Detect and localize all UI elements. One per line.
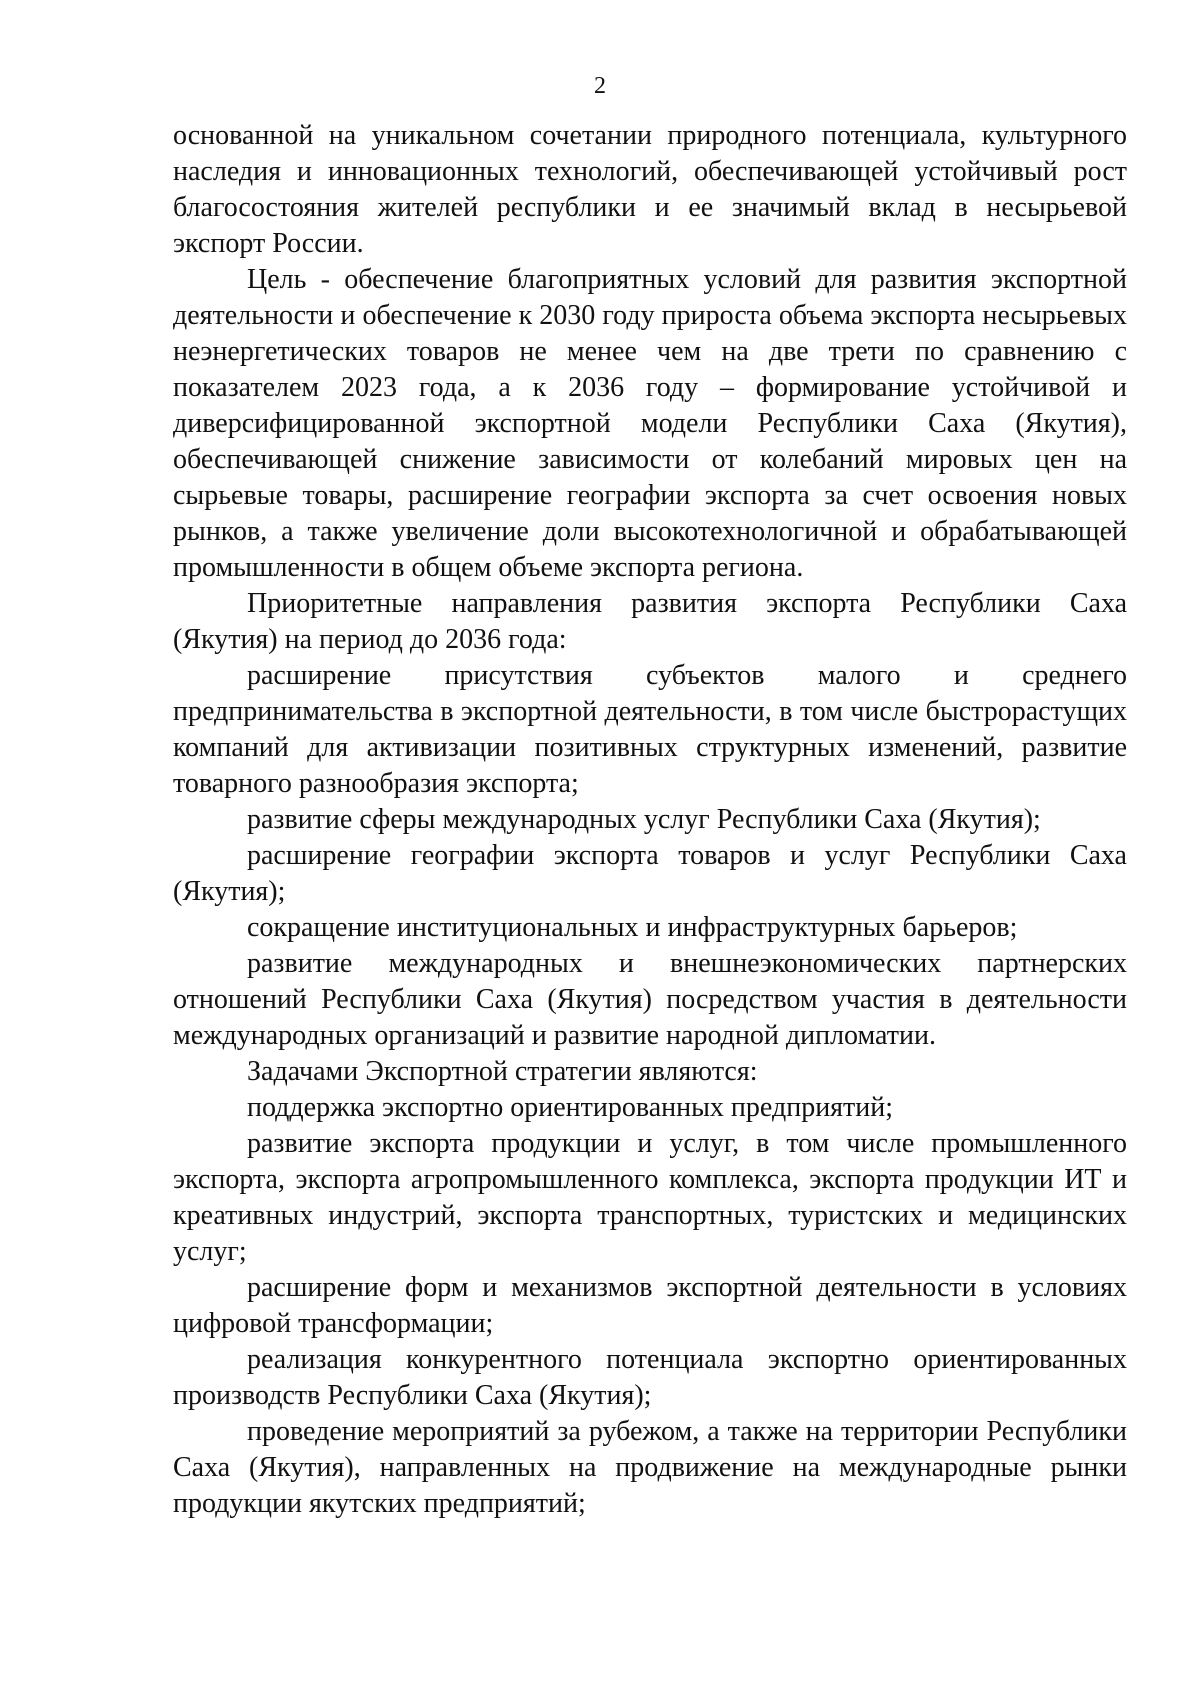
paragraph-vision-continuation: основанной на уникальном сочетании природного потенциала, культурного наследия и инновационных технологий, обеспечивающей устойчивый рост благосостояния жителей республики и ее значимый вклад в несырьевой экспорт России.	[173, 120, 1127, 259]
priority-item-international-services: развитие сферы международных услуг Республики Саха (Якутия);	[247, 804, 1041, 835]
paragraph-goal: Цель - обеспечение благоприятных условий для развития экспортной деятельности и обеспечение к 2030 году прироста объема экспорта несырьевых неэнергетических товаров не менее чем на две трети по сравнению с показателем 2023 года, а к 2036 году – формирование устойчивой и диверсифицированной экспортной модели Республики Саха (Якутия), обеспечивающей снижение зависимости от колебаний мировых цен на сырьевые товары, расширение географии экспорта за счет освоения новых рынков, а также увеличение доли высокотехнологичной и обрабатывающей промышленности в общем объеме экспорта региона.	[173, 264, 1127, 583]
document-body	[173, 118, 1127, 1522]
task-item-export-development: развитие экспорта продукции и услуг, в том числе промышленного экспорта, экспорта агропромышленного комплекса, экспорта продукции ИТ и креативных индустрий, экспорта транспортных, туристских и медицинских услуг;	[173, 1128, 1127, 1267]
task-item-promotion-events: проведение мероприятий за рубежом, а также на территории Республики Саха (Якутия), направленных на продвижение на международные рынки продукции якутских предприятий;	[173, 1416, 1127, 1519]
paragraph-tasks-intro: Задачами Экспортной стратегии являются:	[247, 1056, 758, 1087]
task-item-digital-forms: расширение форм и механизмов экспортной деятельности в условиях цифровой трансформации;	[173, 1272, 1127, 1339]
task-item-competitive-potential: реализация конкурентного потенциала экспортно ориентированных производств Республики Саха (Якутия);	[173, 1344, 1127, 1411]
priority-item-export-geography: расширение географии экспорта товаров и услуг Республики Саха (Якутия);	[173, 840, 1127, 907]
page-number: 2	[594, 73, 606, 99]
priority-item-barriers-reduction: сокращение институциональных и инфраструктурных барьеров;	[247, 912, 1018, 943]
priority-item-partnerships: развитие международных и внешнеэкономических партнерских отношений Республики Саха (Якутия) посредством участия в деятельности международных организаций и развитие народной дипломатии.	[173, 948, 1127, 1051]
paragraph-priority-directions-intro: Приоритетные направления развития экспорта Республики Саха (Якутия) на период до 2036 года:	[173, 588, 1127, 655]
priority-item-sme-presence: расширение присутствия субъектов малого и среднего предпринимательства в экспортной деятельности, в том числе быстрорастущих компаний для активизации позитивных структурных изменений, развитие товарного разнообразия экспорта;	[173, 660, 1127, 799]
task-item-support-exporters: поддержка экспортно ориентированных предприятий;	[247, 1092, 894, 1123]
